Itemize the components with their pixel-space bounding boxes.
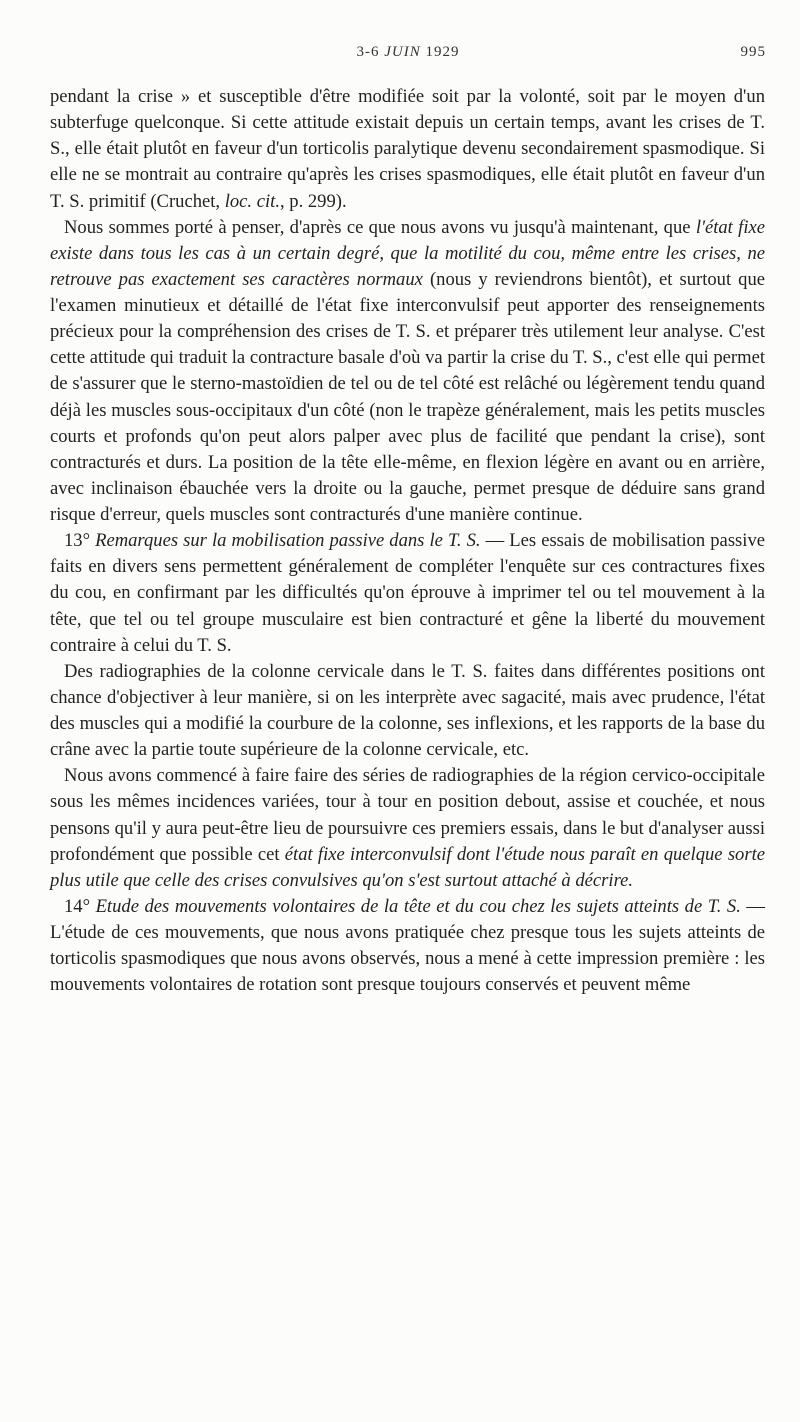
section-heading: Remarques sur la mobilisation passive dans le T. S. (95, 530, 481, 552)
section-number: 14° (64, 895, 91, 917)
section-14-mouvements-volontaires: 14° Etude des mouvements volontaires de la tête et du cou chez les sujets atteints de T. S. — L'étude de ces mouvements, que nous avons pratiquée chez presque tous les sujets atteints de torticolis spasmodiques que nous avons observés, nous a mené à cette impression première : les mouvements volontaires de rotation sont presque toujours conservés et peuvent même (50, 895, 765, 996)
article-body (50, 84, 765, 998)
section-number: 13° (64, 530, 91, 552)
section-heading: Etude des mouvements volontaires de la tête et du cou chez les sujets atteints de T. S. (95, 895, 741, 917)
paragraph-series-radiographies: Nous avons commencé à faire faire des séries de radiographies de la région cervico-occipitale sous les mêmes incidences variées, tour à tour en position debout, assise et couchée, et nous pensons qu'il y aura peut-être lieu de poursuivre ces premiers essais, dans le but d'analyser aussi profondément que possible cet état fixe interconvulsif dont l'étude nous paraît en quelque sorte plus utile que celle des crises convulsives qu'on s'est surtout attaché à décrire. (50, 765, 766, 891)
header-date: 3-6 JUIN 1929 (356, 44, 460, 60)
paragraph-radiographies: Des radiographies de la colonne cervicale dans le T. S. faites dans différentes positions ont chance d'objectiver à leur manière, si on les interprète avec sagacité, mais avec prudence, l'état des muscles qui a modifié la courbure de la colonne, ses inflexions, et les rapports de la base du crâne avec la partie toute supérieure de la colonne cervicale, etc. (50, 660, 765, 761)
paragraph-continuation: pendant la crise » et susceptible d'être modifiée soit par la volonté, soit par le moyen d'un subterfuge quelconque. Si cette attitude existait depuis un certain temps, avant les crises de T. S., elle était plutôt en faveur d'un torticolis paralytique devenu secondairement spasmodique. Si elle ne se montrait au contraire qu'après les crises spasmodiques, elle était plutôt en faveur d'un T. S. primitif (Cruchet, loc. cit., p. 299). (50, 86, 765, 212)
section-13-mobilisation-passive: 13° Remarques sur la mobilisation passive dans le T. S. — Les essais de mobilisation passive faits en divers sens permettent généralement de compléter l'enquête sur ces contractures fixes du cou, en confirmant par les difficultés qu'on éprouve à imprimer tel ou tel mouvement à la tête, que tel ou tel groupe musculaire est bien contracturé et gêne la liberté du mouvement contraire à celui du T. S. (50, 530, 766, 656)
page-number: 995 (740, 44, 766, 60)
running-header (50, 44, 766, 66)
paragraph-etat-fixe: Nous sommes porté à penser, d'après ce que nous avons vu jusqu'à maintenant, que l'état fixe existe dans tous les cas à un certain degré, que la motilité du cou, même entre les crises, ne retrouve pas exactement ses caractères normaux (nous y reviendrons bientôt), et surtout que l'examen minutieux et détaillé de l'état fixe interconvulsif peut apporter des renseignements précieux pour la compréhension des crises de T. S. et préparer très utilement leur analyse. C'est cette attitude qui traduit la contracture basale d'où va partir la crise du T. S., c'est elle qui permet de s'assurer que le sterno-mastoïdien de tel ou de tel côté est relâché ou légèrement tendu quand déjà les muscles sous-occipitaux d'un côté (non le trapèze généralement, mais les petits muscles courts et profonds qu'on peut alors palper avec plus de facilité que pendant la crise), sont contracturés et durs. La position de la tête elle-même, en flexion légère en avant ou en arrière, avec inclinaison ébauchée vers la droite ou la gauche, permet presque de déduire sans grand risque d'erreur, quels muscles sont contracturés d'une manière continue. (50, 216, 766, 525)
